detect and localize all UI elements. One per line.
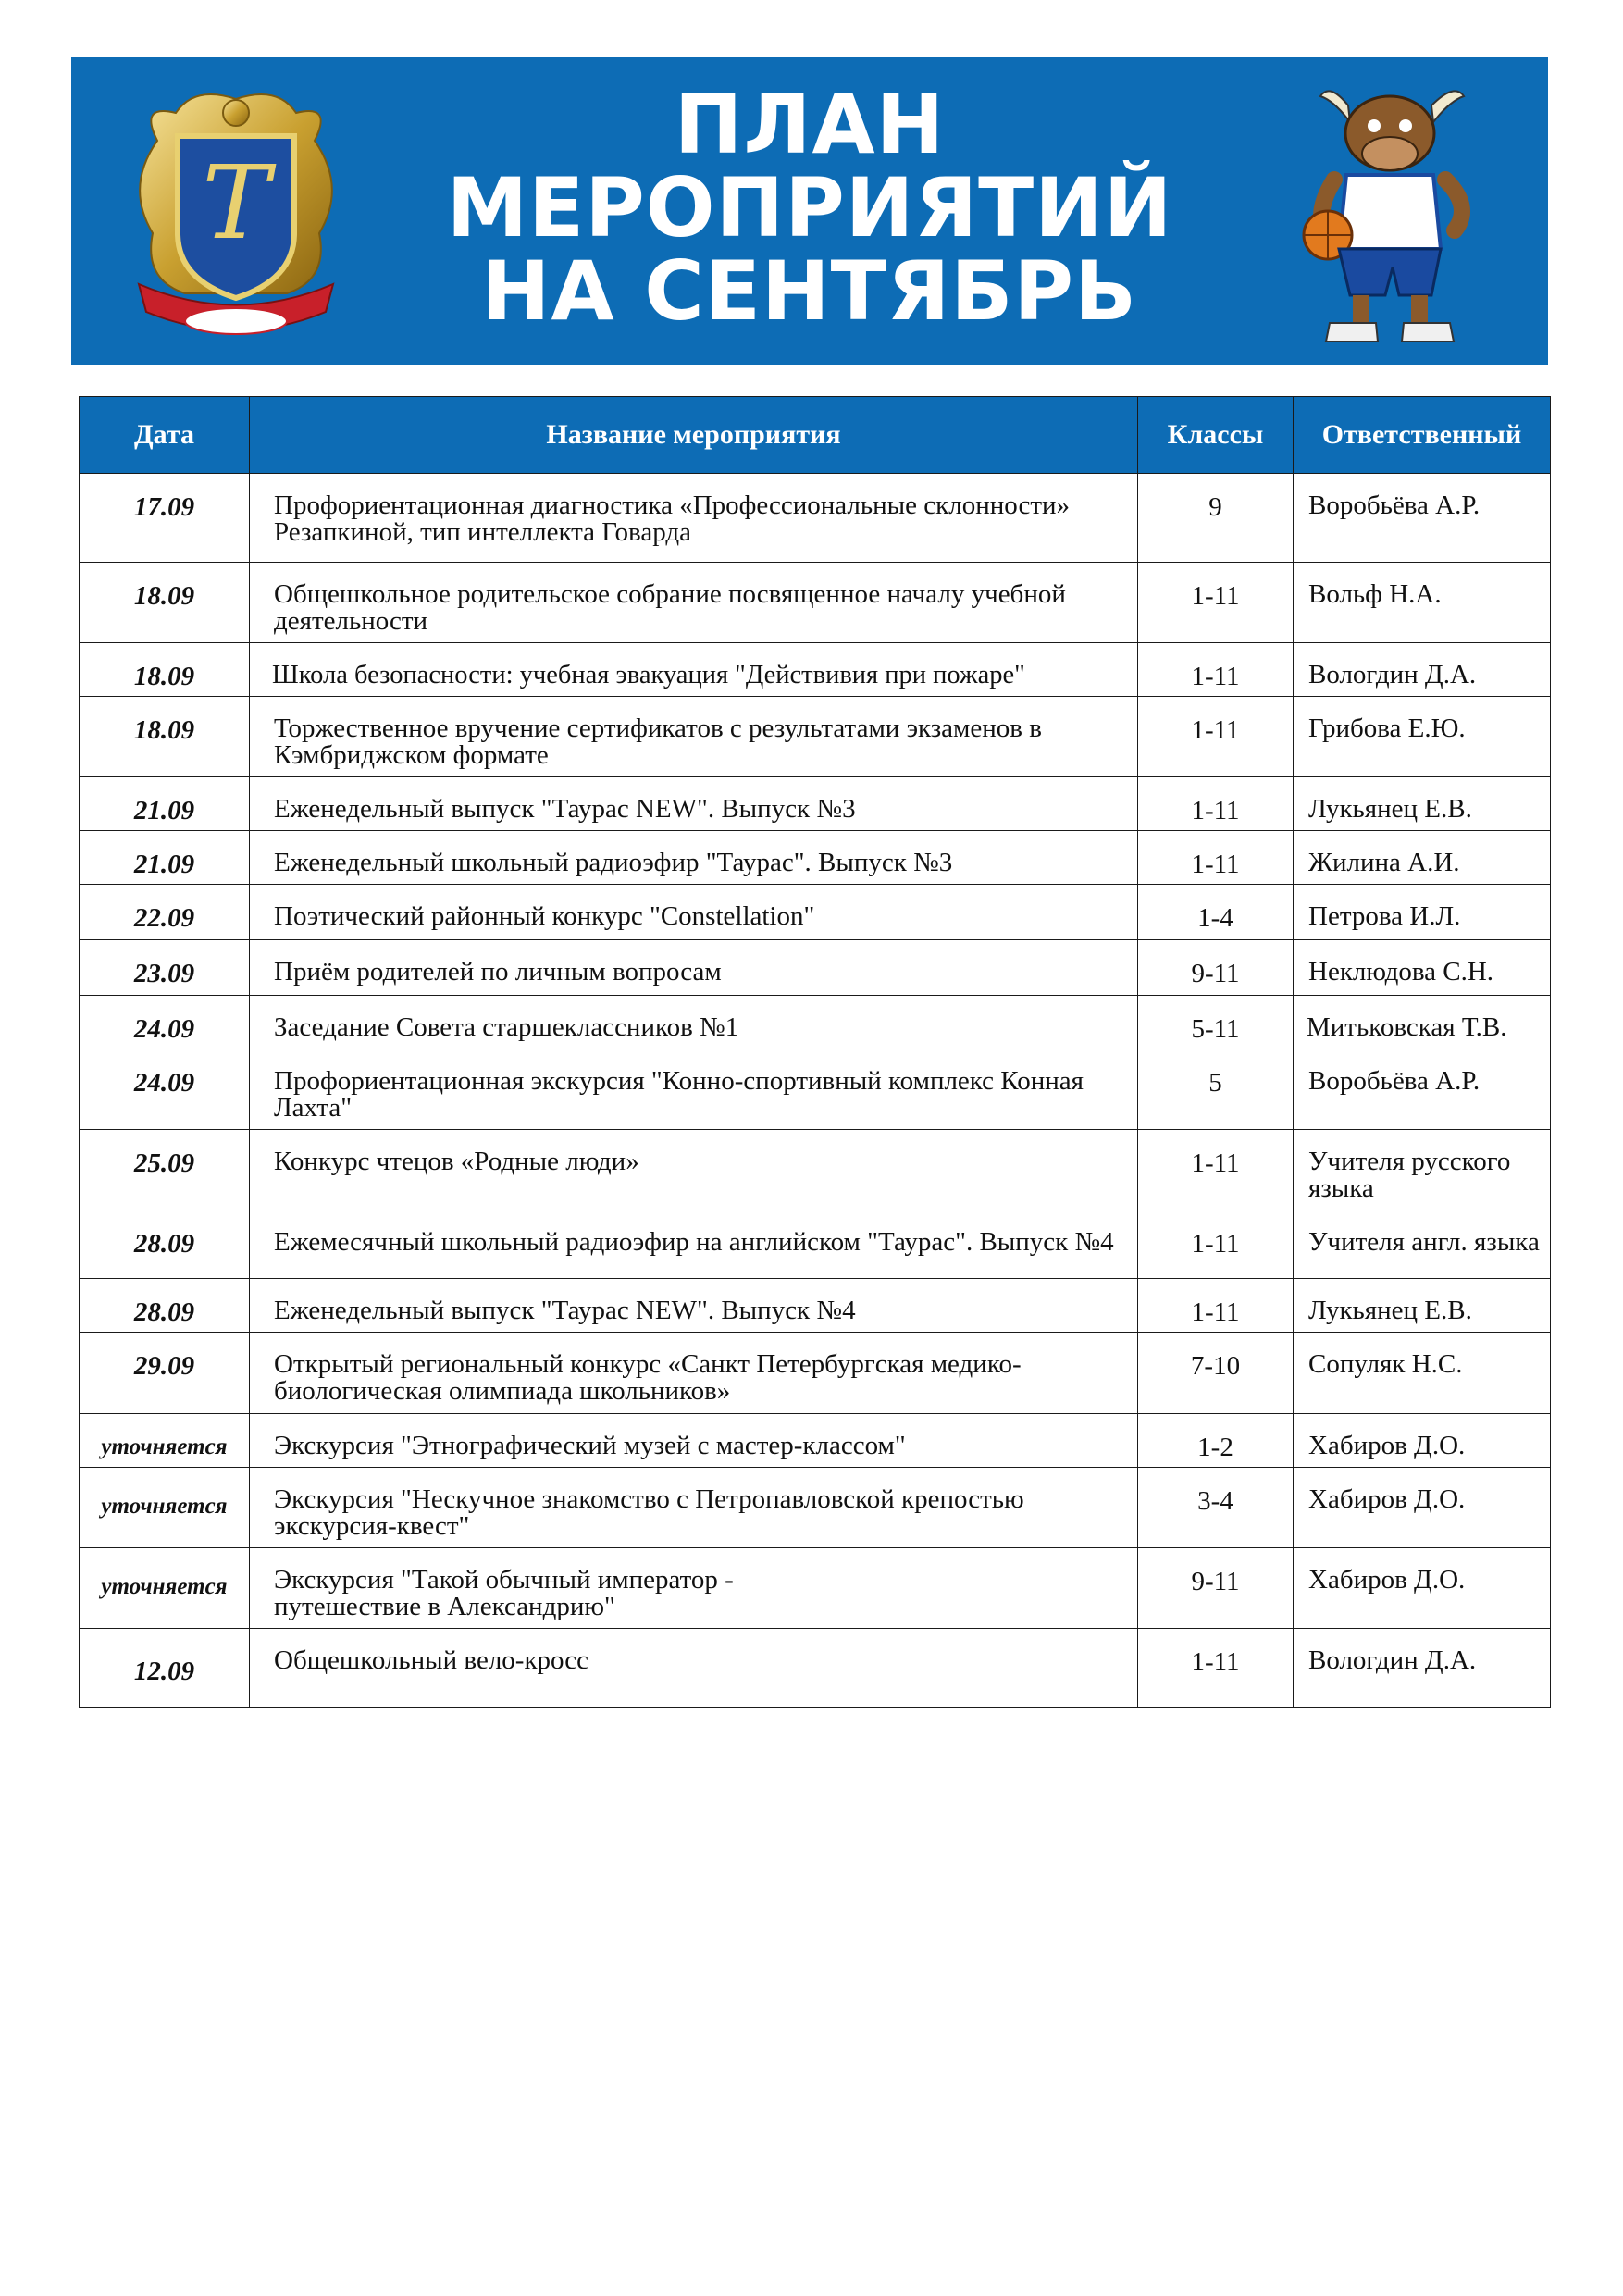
table-row [80,1049,1551,1130]
event-classes: 9-11 [1138,940,1294,996]
event-classes: 1-11 [1138,643,1294,697]
event-responsible: Неклюдова С.Н. [1294,940,1551,996]
event-name: Поэтический районный конкурс "Constellation" [250,885,1138,940]
table-row [80,1414,1551,1468]
event-name: Приём родителей по личным вопросам [250,940,1138,996]
event-responsible: Хабиров Д.О. [1294,1548,1551,1629]
event-date: 28.09 [80,1279,250,1333]
event-classes: 1-11 [1138,563,1294,643]
event-classes: 1-11 [1138,697,1294,777]
event-date: 18.09 [80,697,250,777]
table-row [80,1629,1551,1708]
event-date: 22.09 [80,885,250,940]
table-row [80,1210,1551,1279]
event-responsible: Учителя англ. языка [1294,1210,1551,1279]
event-classes: 1-11 [1138,1629,1294,1708]
event-date: 24.09 [80,1049,250,1130]
table-row [80,643,1551,697]
event-date: 18.09 [80,643,250,697]
event-classes: 9 [1138,474,1294,563]
header-banner [71,57,1548,365]
event-classes: 3-4 [1138,1468,1294,1548]
event-responsible: Хабиров Д.О. [1294,1468,1551,1548]
table-row [80,885,1551,940]
page-title [377,77,1243,339]
events-table [79,396,1551,1708]
svg-text:T: T [202,143,270,262]
event-name: Еженедельный выпуск "Таурас NEW". Выпуск №4 [250,1279,1138,1333]
event-classes: 1-11 [1138,1279,1294,1333]
event-name: Экскурсия "Такой обычный император - путешествие в Александрию" [250,1548,1138,1629]
bull-mascot-icon [1293,78,1492,351]
event-responsible: Вольф Н.А. [1294,563,1551,643]
event-name: Общешкольный вело-кросс [250,1629,1138,1708]
header-classes: Классы [1138,397,1294,474]
event-classes: 1-2 [1138,1414,1294,1468]
event-classes: 9-11 [1138,1548,1294,1629]
event-name: Заседание Совета старшеклассников №1 [250,996,1138,1049]
event-responsible: Грибова Е.Ю. [1294,697,1551,777]
event-responsible: Лукьянец Е.В. [1294,1279,1551,1333]
event-classes: 1-11 [1138,777,1294,831]
table-row [80,697,1551,777]
table-row [80,1548,1551,1629]
table-row [80,996,1551,1049]
event-name: Школа безопасности: учебная эвакуация "Действивия при пожаре" [250,643,1138,697]
event-date: 25.09 [80,1130,250,1210]
event-date: 23.09 [80,940,250,996]
event-responsible: Петрова И.Л. [1294,885,1551,940]
event-name: Экскурсия "Нескучное знакомство с Петропавловской крепостью экскурсия-квест" [250,1468,1138,1548]
event-name: Экскурсия "Этнографический музей с мастер-классом" [250,1414,1138,1468]
event-responsible: Митьковская Т.В. [1294,996,1551,1049]
event-classes: 1-11 [1138,831,1294,885]
table-row [80,940,1551,996]
event-date: уточняется [80,1468,250,1548]
event-name: Открытый региональный конкурс «Санкт Петербургская медико-биологическая олимпиада школьников» [250,1333,1138,1414]
table-row [80,474,1551,563]
table-row [80,1333,1551,1414]
title-line-2: МЕРОПРИЯТИЙ [446,160,1173,255]
event-name: Конкурс чтецов «Родные люди» [250,1130,1138,1210]
table-row [80,563,1551,643]
event-name: Профориентационная диагностика «Профессиональные склонности» Резапкиной, тип интеллекта Говарда [250,474,1138,563]
event-classes: 5 [1138,1049,1294,1130]
event-date: уточняется [80,1548,250,1629]
table-row [80,1130,1551,1210]
event-responsible: Хабиров Д.О. [1294,1414,1551,1468]
event-name: Общешкольное родительское собрание посвященное началу учебной деятельности [250,563,1138,643]
event-responsible: Воробьёва А.Р. [1294,1049,1551,1130]
event-date: 28.09 [80,1210,250,1279]
event-date: 17.09 [80,474,250,563]
event-classes: 1-4 [1138,885,1294,940]
event-classes: 1-11 [1138,1130,1294,1210]
event-name: Профориентационная экскурсия "Конно-спортивный комплекс Конная Лахта" [250,1049,1138,1130]
event-name: Еженедельный выпуск "Таурас NEW". Выпуск №3 [250,777,1138,831]
event-classes: 7-10 [1138,1333,1294,1414]
header-responsible: Ответственный [1294,397,1551,474]
event-responsible: Воробьёва А.Р. [1294,474,1551,563]
event-date: 18.09 [80,563,250,643]
table-row [80,1279,1551,1333]
title-line-3: НА СЕНТЯБРЬ [481,243,1138,339]
event-date: 24.09 [80,996,250,1049]
event-responsible: Сопуляк Н.С. [1294,1333,1551,1414]
event-classes: 1-11 [1138,1210,1294,1279]
event-date: 29.09 [80,1333,250,1414]
event-responsible: Вологдин Д.А. [1294,643,1551,697]
table-row [80,1468,1551,1548]
event-responsible: Лукьянец Е.В. [1294,777,1551,831]
title-line-1: ПЛАН [674,77,946,172]
event-classes: 5-11 [1138,996,1294,1049]
event-date: 21.09 [80,831,250,885]
table-row [80,831,1551,885]
event-responsible: Учителя русского языка [1294,1130,1551,1210]
event-responsible: Жилина А.И. [1294,831,1551,885]
event-name: Еженедельный школьный радиоэфир "Таурас". Выпуск №3 [250,831,1138,885]
table-row [80,777,1551,831]
event-date: 21.09 [80,777,250,831]
header-event-name: Название мероприятия [250,397,1138,474]
event-name: Торжественное вручение сертификатов с результатами экзаменов в Кэмбриджском формате [250,697,1138,777]
event-date: 12.09 [80,1629,250,1708]
table-header-row [80,397,1551,474]
event-date: уточняется [80,1414,250,1468]
header-date: Дата [80,397,250,474]
event-name: Ежемесячный школьный радиоэфир на английском "Таурас". Выпуск №4 [250,1210,1138,1279]
event-responsible: Вологдин Д.А. [1294,1629,1551,1708]
school-crest-logo [120,85,352,340]
